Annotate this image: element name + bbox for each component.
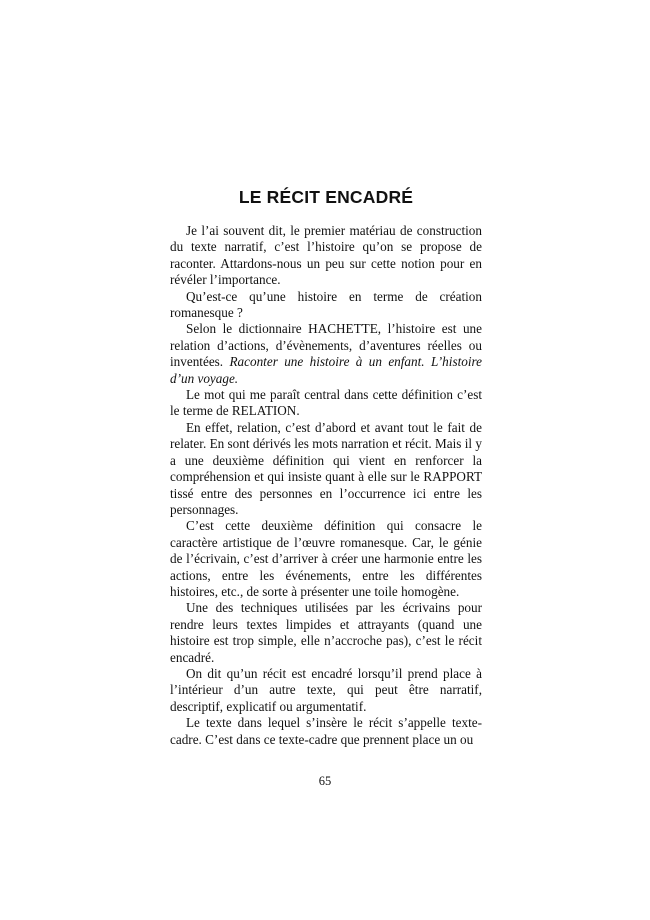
paragraph: On dit qu’un récit est encadré lorsqu’il prend place à l’intérieur d’un autre texte, qui peut être narratif, descriptif, explicatif ou argumentatif. [170, 665, 482, 714]
chapter-title: LE RÉCIT ENCADRÉ [238, 187, 414, 207]
paragraph: Le texte dans lequel s’insère le récit s’appelle texte-cadre. C’est dans ce texte-cadre que prennent place un ou [170, 715, 482, 747]
paragraph: Le mot qui me paraît central dans cette définition c’est le terme de RELATION. [170, 387, 482, 419]
page-number: 65 [318, 774, 332, 788]
paragraph-text: Selon le dictionnaire HACHETTE, l’histoire est une relation d’actions, d’évènements, d’aventures réelles ou inventées. [170, 321, 482, 370]
chapter-body [170, 223, 482, 748]
paragraph: C’est cette deuxième définition qui consacre le caractère artistique de l’œuvre romanesque. Car, le génie de l’écrivain, c’est d’arriver à créer une harmonie entre les actions, entre les événements, entre les différentes histoires, etc., de sorte à présenter une toile homogène. [170, 518, 482, 599]
italic-example: Raconter une histoire à un enfant. L’histoire d’un voyage. [170, 354, 482, 386]
paragraph: En effet, relation, c’est d’abord et avant tout le fait de relater. En sont dérivés les mots narration et récit. Mais il y a une deuxième définition qui vient en renforcer la compréhension et qui insiste quant à elle sur le RAPPORT tissé entre des personnes en l’occurrence ici entre les personnages. [170, 419, 482, 517]
paragraph: Je l’ai souvent dit, le premier matériau de construction du texte narratif, c’est l’histoire qu’on se propose de raconter. Attardons-nous un peu sur cette notion pour en révéler l’importance. [170, 223, 482, 288]
paragraph: Qu’est-ce qu’une histoire en terme de création romanesque ? [170, 288, 482, 321]
paragraph [170, 321, 482, 387]
paragraph: Une des techniques utilisées par les écrivains pour rendre leurs textes limpides et attrayants (quand une histoire est trop simple, elle n’accroche pas), c’est le récit encadré. [170, 600, 482, 665]
